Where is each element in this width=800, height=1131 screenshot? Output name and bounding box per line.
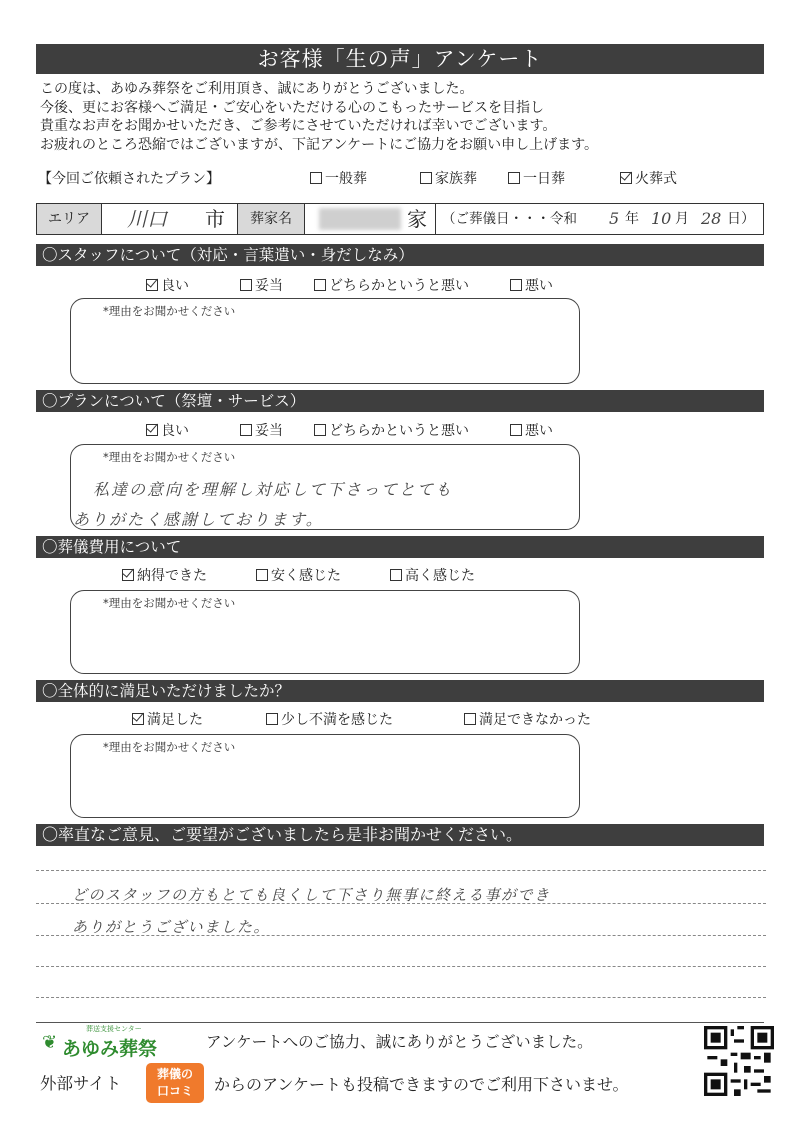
staff-option-good[interactable]: 良い (146, 276, 189, 296)
plan-reason-hint: *理由をお聞かせください (103, 450, 236, 464)
date-year-unit: 年 (625, 211, 639, 227)
intro-text (40, 80, 760, 154)
checkbox-icon (314, 424, 326, 436)
plan-option-bad[interactable]: 悪い (510, 421, 553, 441)
cost-reason-box[interactable] (70, 590, 580, 674)
intro-line: この度は、あゆみ葬祭をご利用頂き、誠にありがとうございました。 (40, 81, 474, 97)
info-row (36, 203, 764, 235)
checkbox-icon (390, 569, 402, 581)
overall-reason-box[interactable] (70, 734, 580, 818)
company-logo: あゆみ葬祭 (62, 1038, 158, 1060)
ruled-line (36, 870, 766, 871)
footer-thanks: アンケートへのご協力、誠にありがとうございました。 (206, 1033, 593, 1051)
cost-option-expensive[interactable]: 高く感じた (390, 566, 475, 586)
date-day[interactable]: 28 (701, 209, 722, 228)
intro-line: お疲れのところ恐縮ではございますが、下記アンケートにご協力をお願い申し上げます。 (40, 136, 599, 153)
date-prefix: （ご葬儀日・・・令和 (435, 204, 577, 234)
ruled-line (36, 997, 766, 998)
staff-option-somewhat-bad[interactable]: どちらかというと悪い (314, 276, 469, 296)
checkbox-icon (508, 172, 520, 184)
date-day-unit: 日） (727, 211, 755, 227)
checkbox-icon (256, 569, 268, 581)
cost-reason-hint: *理由をお聞かせください (103, 596, 236, 610)
checkbox-icon (240, 424, 252, 436)
overall-option-satisfied[interactable]: 満足した (132, 710, 203, 730)
area-label: エリア (37, 204, 102, 234)
checkbox-icon (510, 279, 522, 291)
checkbox-checked-icon (122, 569, 134, 581)
badge-line2: 口コミ (156, 1084, 193, 1098)
external-message: からのアンケートも投稿できますのでご利用下さいませ。 (214, 1075, 629, 1094)
cost-options (40, 566, 740, 586)
ruled-line (36, 903, 766, 904)
date-month-unit: 月 (675, 211, 689, 227)
ruled-line (36, 966, 766, 967)
qr-code-icon[interactable] (704, 1026, 774, 1096)
checkbox-icon (310, 172, 322, 184)
section-overall-header: 〇全体的に満足いただけましたか？ (36, 680, 764, 702)
plan-reason-line1: 私達の意向を理解し対応して下さってとても (93, 480, 454, 499)
overall-option-slightly-unsatisfied[interactable]: 少し不満を感じた (266, 710, 393, 730)
staff-options (40, 276, 740, 296)
section-comments-header: 〇率直なご意見、ご要望がございましたら是非お聞かせください。 (36, 824, 764, 846)
leaf-logo-icon: ❦ (42, 1032, 58, 1053)
cost-option-satisfied[interactable]: 納得できた (122, 566, 207, 586)
date-year[interactable]: 5 (609, 209, 620, 228)
external-site-label: 外部サイト (40, 1074, 122, 1093)
area-suffix: 市 (205, 207, 225, 231)
plan-option-fair[interactable]: 妥当 (240, 421, 283, 441)
checkbox-icon (314, 279, 326, 291)
checkbox-icon (510, 424, 522, 436)
comment-line1[interactable]: どのスタッフの方もとても良くして下さり無事に終える事ができ (72, 886, 551, 904)
checkbox-checked-icon (146, 279, 158, 291)
overall-reason-hint: *理由をお聞かせください (103, 740, 236, 754)
checkbox-icon (240, 279, 252, 291)
family-suffix: 家 (407, 207, 427, 231)
family-label: 葬家名 (237, 204, 305, 234)
footer-divider (36, 1022, 764, 1023)
logo-subtitle: 葬送支援センター (86, 1025, 142, 1033)
overall-option-unsatisfied[interactable]: 満足できなかった (464, 710, 591, 730)
checkbox-checked-icon (132, 713, 144, 725)
section-cost-header: 〇葬儀費用について (36, 536, 764, 558)
staff-reason-hint: *理由をお聞かせください (103, 304, 236, 318)
checkbox-icon (266, 713, 278, 725)
plan-label: 【今回ご依頼されたプラン】 (38, 171, 220, 187)
cost-option-cheap[interactable]: 安く感じた (256, 566, 341, 586)
checkbox-checked-icon (620, 172, 632, 184)
badge-line1: 葬儀の (156, 1067, 193, 1081)
plan-option-good[interactable]: 良い (146, 421, 189, 441)
checkbox-icon (420, 172, 432, 184)
intro-line: 貴重なお声をお聞かせいただき、ご参考にさせていただければ幸いでございます。 (40, 118, 557, 134)
plan-option-ippan[interactable]: 一般葬 (310, 168, 367, 190)
section-plan-header: 〇プランについて（祭壇・サービス） (36, 390, 764, 412)
plan-option-kazoku[interactable]: 家族葬 (420, 168, 477, 190)
plan-option-somewhat-bad[interactable]: どちらかというと悪い (314, 421, 469, 441)
section-staff-header: 〇スタッフについて（対応・言葉遣い・身だしなみ） (36, 244, 764, 266)
redacted-family-name (319, 208, 401, 230)
review-site-badge[interactable] (146, 1063, 204, 1103)
checkbox-checked-icon (146, 424, 158, 436)
staff-reason-box[interactable] (70, 298, 580, 384)
plan-reason-box[interactable] (70, 444, 580, 530)
comment-line2[interactable]: ありがとうございました。 (72, 918, 271, 936)
intro-line: 今後、更にお客様へご満足・ご安心をいただける心のこもったサービスを目指し (40, 99, 544, 116)
staff-option-fair[interactable]: 妥当 (240, 276, 283, 296)
staff-option-bad[interactable]: 悪い (510, 276, 553, 296)
area-value[interactable]: 川口 (127, 207, 167, 231)
plan-row (38, 168, 766, 190)
plan-reason-line2: ありがたく感謝しております。 (73, 510, 324, 529)
survey-title: お客様「生の声」アンケート (36, 44, 764, 74)
plan-eval-options (40, 421, 740, 441)
plan-option-ichinichi[interactable]: 一日葬 (508, 168, 565, 190)
date-month[interactable]: 10 (651, 209, 672, 228)
overall-options (40, 710, 740, 730)
checkbox-icon (464, 713, 476, 725)
plan-option-kasou[interactable]: 火葬式 (620, 168, 677, 190)
ruled-line (36, 935, 766, 936)
